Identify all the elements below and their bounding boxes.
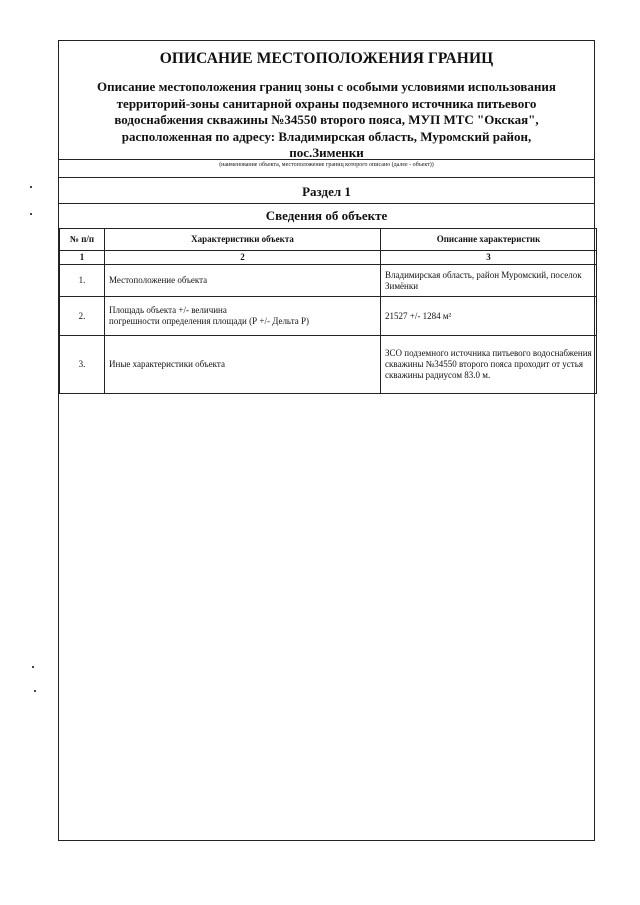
- subtitle-line: водоснабжения скважины №34550 второго пояса, МУП МТС "Окская",: [114, 112, 539, 127]
- subtitle-line: пос.Зименки: [289, 145, 364, 160]
- subtitle-line: территорий-зоны санитарной охраны подземного источника питьевого: [116, 95, 537, 111]
- table-row: [60, 265, 597, 297]
- scan-speck: [30, 213, 32, 215]
- divider: [59, 203, 594, 204]
- table-header-row: [60, 229, 597, 251]
- row-characteristic: Местоположение объекта: [105, 265, 381, 297]
- table-index-row: [60, 251, 597, 265]
- object-info-table: [59, 228, 597, 394]
- scan-speck: [34, 690, 36, 692]
- document-title: ОПИСАНИЕ МЕСТОПОЛОЖЕНИЯ ГРАНИЦ: [159, 50, 494, 67]
- header-number: № п/п: [60, 229, 105, 251]
- table-row: [60, 336, 597, 394]
- index-cell: 1: [60, 251, 105, 265]
- row-description: ЗСО подземного источника питьевого водоснабжения скважины №34550 второго пояса проходит от устья скважины радиусом 83.0 м.: [381, 336, 597, 394]
- scan-speck: [32, 666, 34, 668]
- header-characteristics: Характеристики объекта: [105, 229, 381, 251]
- subtitle-line: расположенная по адресу: Владимирская область, Муромский район,: [121, 128, 532, 144]
- characteristic-line: погрешности определения площади (Р +/- Дельта Р): [109, 316, 309, 326]
- subtitle-line: Описание местоположения границ зоны с особыми условиями использования: [97, 79, 556, 94]
- row-description: Владимирская область, район Муромский, поселок Зимёнки: [381, 265, 597, 297]
- divider: [59, 177, 594, 178]
- row-number: 3.: [60, 336, 105, 394]
- section-label: Раздел 1: [302, 184, 351, 199]
- row-description: 21527 +/- 1284 м²: [381, 297, 597, 336]
- row-number: 1.: [60, 265, 105, 297]
- section-heading: Сведения об объекте: [265, 208, 388, 223]
- header-description: Описание характеристик: [381, 229, 597, 251]
- document-frame: [58, 40, 595, 841]
- object-caption: (наименование объекта, местоположение границ которого описано (далее - объект)): [219, 162, 434, 168]
- row-characteristic: [105, 297, 381, 336]
- index-cell: 2: [105, 251, 381, 265]
- characteristic-line: Площадь объекта +/- величина: [109, 305, 227, 315]
- index-cell: 3: [381, 251, 597, 265]
- scan-speck: [30, 186, 32, 188]
- row-characteristic: Иные характеристики объекта: [105, 336, 381, 394]
- divider: [59, 159, 594, 160]
- document-subtitle: [65, 79, 588, 162]
- row-number: 2.: [60, 297, 105, 336]
- table-row: [60, 297, 597, 336]
